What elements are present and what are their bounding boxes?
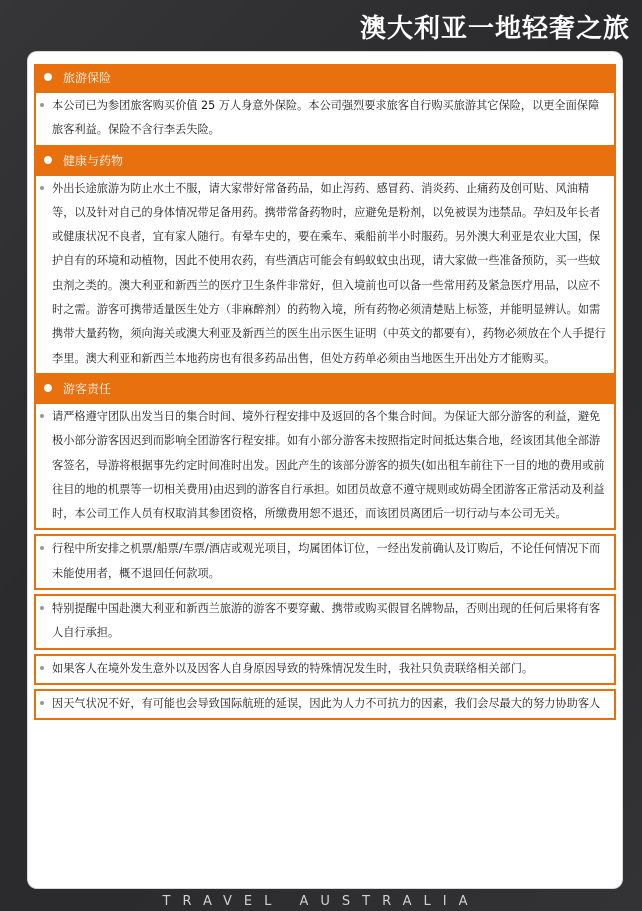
paragraph-text: 行程中所安排之机票/船票/车票/酒店或观光项目，均属团体订位，一经出发前确认及订购后，不论任何情况下而未能使用者，概不退回任何款项。 [52,542,601,580]
bullet-icon [40,666,44,670]
paragraph-text: 本公司已为参团旅客购买价值 25 万人身意外保险。本公司强烈要求旅客自行购买旅游其它保险，以更全面保障旅客利益。保险不含行李丢失险。 [52,99,600,137]
section-paragraph [34,404,616,530]
content-panel [28,52,622,888]
section-header-health [34,147,616,176]
section-header-insurance [34,64,616,93]
bullet-icon [44,73,52,81]
section-header-responsibility [34,375,616,404]
bullet-icon [44,156,52,164]
section-paragraph [34,176,616,375]
bullet-icon [40,186,44,190]
paragraph-text: 特别提醒中国赴澳大利亚和新西兰旅游的游客不要穿戴、携带或购买假冒名牌物品，否则出现的任何后果将有客人自行承担。 [52,602,601,640]
notice-paragraph [34,689,616,720]
content-body [28,52,622,720]
bullet-icon [40,701,44,705]
notice-paragraph [34,594,616,650]
paragraph-text: 请严格遵守团队出发当日的集合时间、境外行程安排中及返回的各个集合时间。为保证大部分游客的利益，避免极小部分游客因迟到而影响全团游客行程安排。如有小部分游客未按照指定时间抵达集合地，经该团其他全部游客签名，导游将根据事先约定时间准时出发。因此产生的该部分游客的损失(如出租车前往下一目的地的费用或前往目的地的机票等一切相关费用)由迟到的游客自行承担。如团员故意不遵守规则或妨碍全团游客正常活动及利益时，本公司工作人员有权取消其参团资格，所缴费用恕不退还，而该团员离团后一切行动与本公司无关。 [52,409,605,521]
footer-tagline: TRAVEL AUSTRALIA [162,894,480,909]
paragraph-text: 外出长途旅游为防止水土不服，请大家带好常备药品，如止泻药、感冒药、消炎药、止痛药及创可贴、风油精等，以及针对自己的身体情况带足备用药。携带常备药物时，应避免是粉剂，以免被误为违禁品。孕妇及年长者或健康状况不良者，宜有家人随行。有晕车史的，要在乘车、乘船前半小时服药。另外澳大利亚是农业大国，保护自有的环境和动植物，因此不使用农药，有些酒店可能会有蚂蚁蚊虫出现，请大家做一些准备预防，买一些蚊虫剂之类的。澳大利亚和新西兰的医疗卫生条件非常好，但入境前也可以备一些常用药及紧急医疗用品，以应不时之需。游客可携带适量医生处方（非麻醉剂）的药物入境，所有药物必须清楚贴上标签，并能明显辨认。如需携带大量药物，须向海关或澳大利亚及新西兰的医生出示医生证明（中英文的都要有），药物必须放在个人手提行李里。澳大利亚和新西兰本地药房也有很多药品出售，但处方药单必须由当地医生开出处方才能购买。 [52,181,606,365]
bullet-icon [40,606,44,610]
section-title: 游客责任 [63,381,112,396]
section-paragraph [34,93,616,147]
bullet-icon [40,546,44,550]
bullet-icon [40,103,44,107]
page-title: 澳大利亚一地轻奢之旅 [359,14,630,44]
paragraph-text: 因天气状况不好，有可能也会导致国际航班的延误，因此为人力不可抗力的因素，我们会尽最大的努力协助客人 [52,696,601,710]
section-title: 健康与药物 [63,153,124,168]
notice-paragraph [34,654,616,685]
paragraph-text: 如果客人在境外发生意外以及因客人自身原因导致的特殊情况发生时，我社只负责联络相关部门。 [52,661,534,675]
bullet-icon [44,384,52,392]
notice-paragraph [34,534,616,590]
bullet-icon [40,414,44,418]
section-title: 旅游保险 [63,71,112,85]
